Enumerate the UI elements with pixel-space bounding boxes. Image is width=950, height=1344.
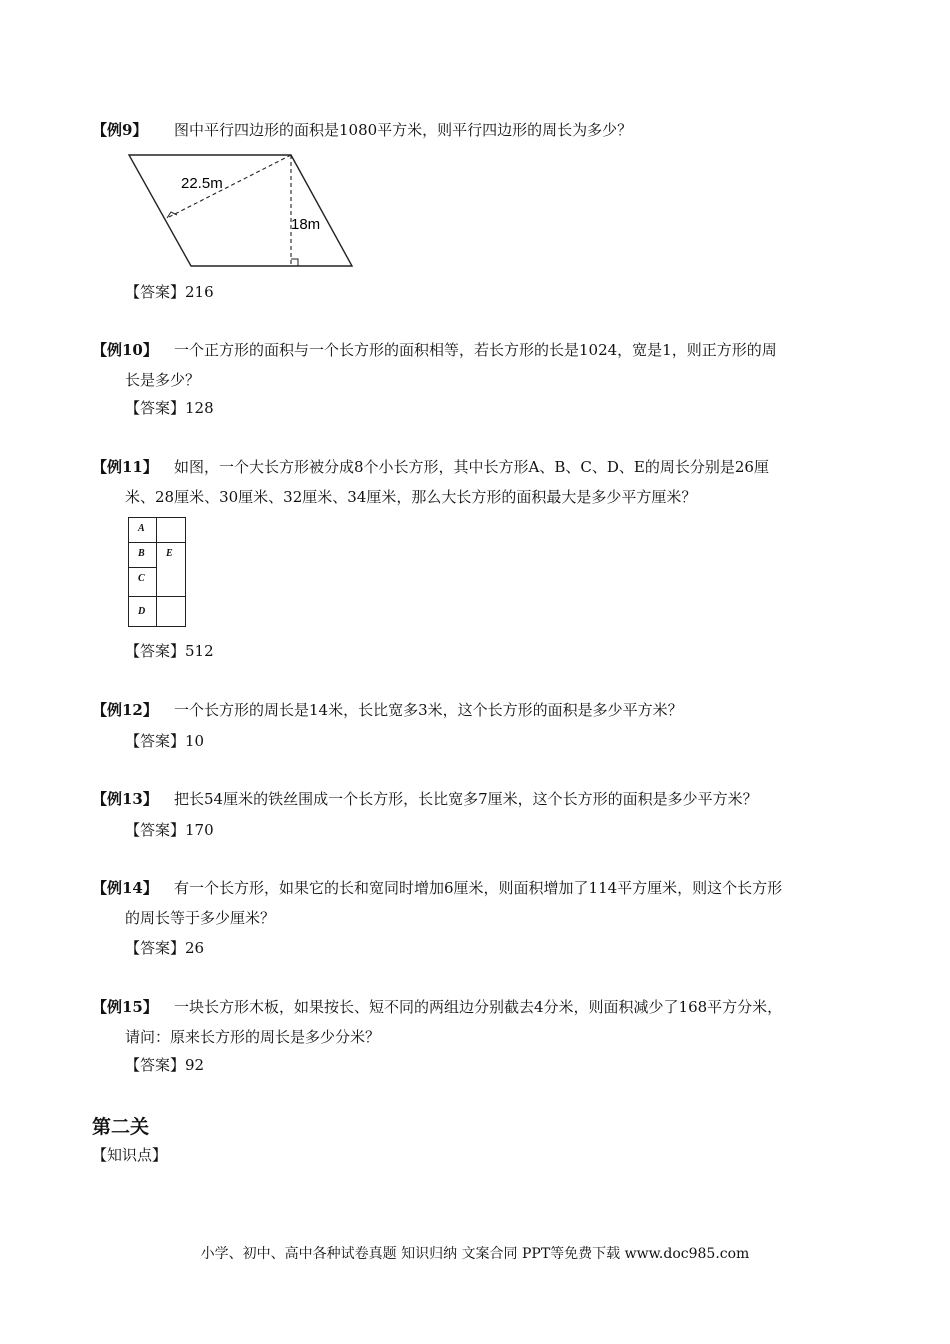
problem-text-cont: 请问：原来长方形的周长是多少分米？	[125, 1028, 381, 1046]
problem-14	[92, 873, 862, 933]
problem-12	[92, 695, 862, 725]
problem-text: 一个正方形的面积与一个长方形的面积相等，若长方形的长是1024，宽是1，则正方形的周	[174, 341, 777, 359]
problem-text: 把长54厘米的铁丝围成一个长方形，长比宽多7厘米，这个长方形的面积是多少平方米？	[174, 790, 758, 808]
grid-cell	[156, 596, 186, 627]
problem-9	[92, 115, 862, 145]
grid-cell-c	[128, 567, 157, 597]
answer-10: 【答案】128	[125, 399, 214, 417]
answer-15: 【答案】92	[125, 1056, 205, 1074]
answer-14: 【答案】26	[125, 939, 205, 957]
problem-13	[92, 784, 862, 814]
cell-label: C	[138, 573, 145, 584]
problem-text: 一个长方形的周长是14米，长比宽多3米，这个长方形的面积是多少平方米？	[174, 701, 683, 719]
page-footer: 小学、初中、高中各种试卷真题 知识归纳 文案合同 PPT等免费下载 www.doc985.com	[200, 1246, 750, 1262]
rectangle-grid-figure	[128, 517, 186, 627]
answer-12: 【答案】10	[125, 732, 205, 750]
grid-cell-e	[156, 542, 186, 597]
problem-text-cont: 米、28厘米、30厘米、32厘米、34厘米，那么大长方形的面积最大是多少平方厘米？	[125, 488, 697, 506]
problem-tag: 【例14】	[92, 879, 158, 897]
problem-tag: 【例9】	[92, 121, 148, 139]
answer-13: 【答案】170	[125, 821, 214, 839]
cell-label: B	[138, 548, 145, 559]
problem-text-cont: 长是多少？	[125, 371, 201, 389]
knowledge-point-label: 【知识点】	[92, 1146, 168, 1164]
problem-tag: 【例10】	[92, 341, 158, 359]
grid-cell-b	[128, 542, 157, 568]
answer-9: 【答案】216	[125, 283, 214, 301]
slant-label: 22.5m	[181, 175, 223, 192]
problem-text: 图中平行四边形的面积是1080平方米，则平行四边形的周长为多少？	[174, 121, 633, 139]
cell-label: D	[138, 606, 146, 617]
grid-cell	[156, 517, 186, 543]
section-title: 第二关	[92, 1116, 150, 1138]
problem-text-cont: 的周长等于多少厘米？	[125, 909, 276, 927]
problem-text: 有一个长方形，如果它的长和宽同时增加6厘米，则面积增加了114平方厘米，则这个长方形	[174, 879, 783, 897]
problem-tag: 【例15】	[92, 998, 158, 1016]
cell-label: A	[138, 523, 145, 534]
right-angle-mark	[291, 259, 298, 266]
problem-10	[92, 335, 862, 395]
problem-tag: 【例12】	[92, 701, 158, 719]
parallelogram-shape	[129, 155, 352, 266]
grid-cell-d	[128, 596, 157, 627]
grid-cell-a	[128, 517, 157, 543]
cell-label: E	[166, 548, 173, 559]
problem-text: 一块长方形木板，如果按长、短不同的两组边分别截去4分米，则面积减少了168平方分米，	[174, 998, 783, 1016]
problem-tag: 【例11】	[92, 458, 158, 476]
height-label: 18m	[291, 216, 321, 233]
problem-tag: 【例13】	[92, 790, 158, 808]
answer-11: 【答案】512	[125, 642, 214, 660]
problem-text: 如图，一个大长方形被分成8个小长方形，其中长方形A、B、C、D、E的周长分别是26厘	[174, 458, 769, 476]
problem-15	[92, 992, 862, 1052]
problem-11	[92, 452, 862, 512]
parallelogram-figure	[125, 150, 360, 272]
